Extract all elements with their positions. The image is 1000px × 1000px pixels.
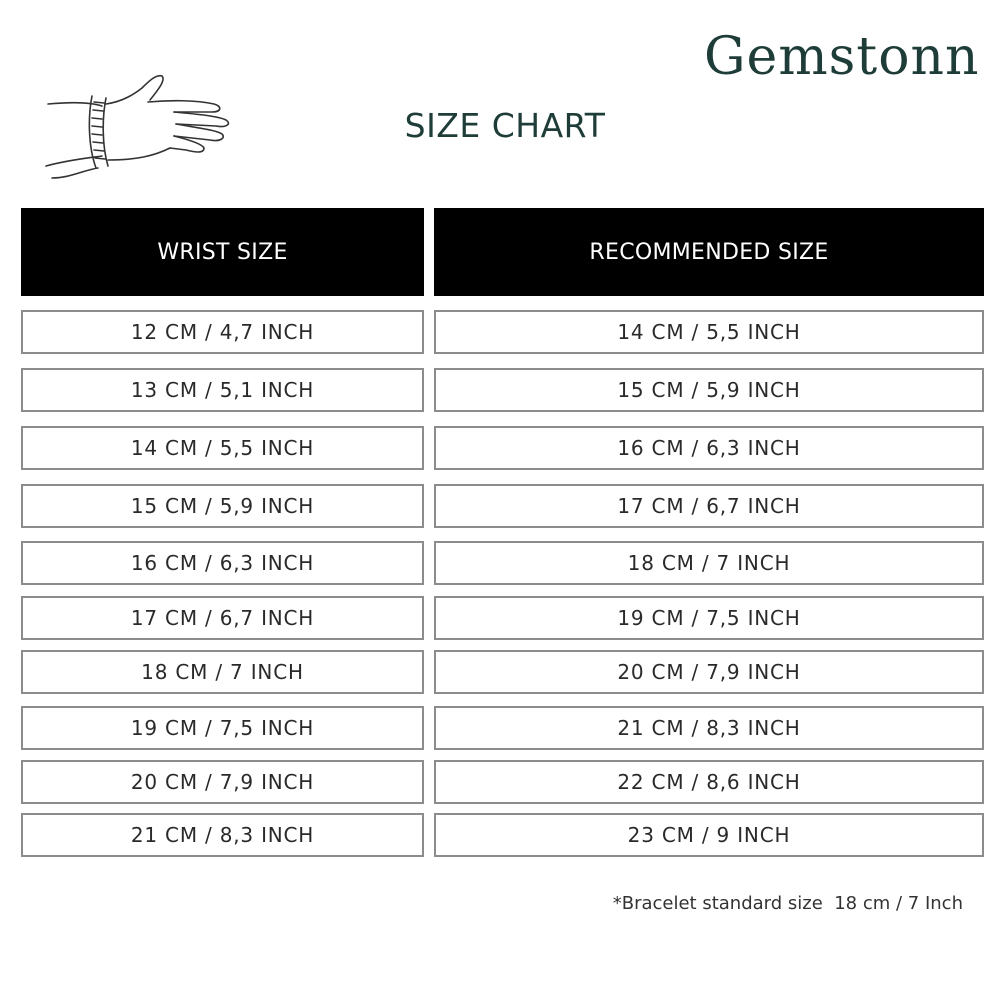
wrist-size-cell: 18 CM / 7 INCH — [21, 650, 424, 694]
column-header-recommended-size: RECOMMENDED SIZE — [434, 208, 984, 296]
recommended-size-cell: 23 CM / 9 INCH — [434, 813, 984, 857]
wrist-size-cell: 17 CM / 6,7 INCH — [21, 596, 424, 640]
recommended-size-cell: 21 CM / 8,3 INCH — [434, 706, 984, 750]
wrist-size-cell: 19 CM / 7,5 INCH — [21, 706, 424, 750]
recommended-size-cell: 18 CM / 7 INCH — [434, 541, 984, 585]
recommended-size-cell: 15 CM / 5,9 INCH — [434, 368, 984, 412]
wrist-size-cell: 16 CM / 6,3 INCH — [21, 541, 424, 585]
wrist-size-cell: 21 CM / 8,3 INCH — [21, 813, 424, 857]
wrist-measuring-tape-icon — [40, 66, 240, 186]
recommended-size-cell: 14 CM / 5,5 INCH — [434, 310, 984, 354]
wrist-size-cell: 14 CM / 5,5 INCH — [21, 426, 424, 470]
recommended-size-cell: 22 CM / 8,6 INCH — [434, 760, 984, 804]
wrist-size-cell: 13 CM / 5,1 INCH — [21, 368, 424, 412]
recommended-size-cell: 16 CM / 6,3 INCH — [434, 426, 984, 470]
footnote: *Bracelet standard size 18 cm / 7 Inch — [612, 893, 963, 914]
recommended-size-cell: 19 CM / 7,5 INCH — [434, 596, 984, 640]
column-header-wrist-size: WRIST SIZE — [21, 208, 424, 296]
wrist-size-cell: 15 CM / 5,9 INCH — [21, 484, 424, 528]
recommended-size-cell: 17 CM / 6,7 INCH — [434, 484, 984, 528]
recommended-size-cell: 20 CM / 7,9 INCH — [434, 650, 984, 694]
wrist-size-cell: 12 CM / 4,7 INCH — [21, 310, 424, 354]
brand-logo: Gemstonn — [704, 27, 980, 87]
page-title: SIZE CHART — [404, 106, 606, 145]
wrist-size-cell: 20 CM / 7,9 INCH — [21, 760, 424, 804]
